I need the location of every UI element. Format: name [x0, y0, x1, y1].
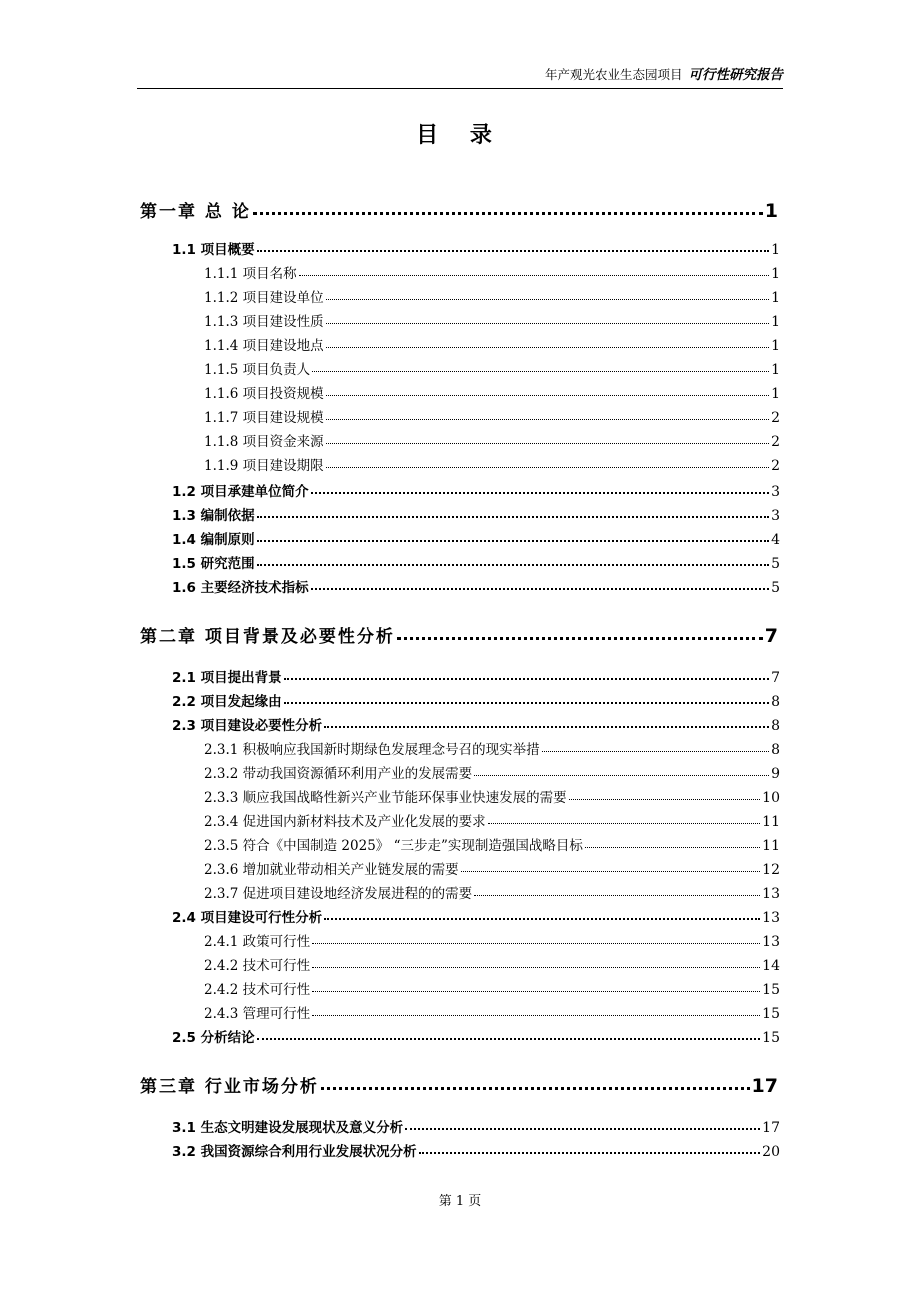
toc-entry-label: 2.3.7 促进项目建设地经济发展进程的的需要: [204, 886, 473, 902]
toc-entry-page: 17: [762, 1120, 780, 1136]
toc-section-entry[interactable]: [172, 666, 780, 686]
dot-leader: [405, 1128, 760, 1130]
toc-subsection-entry[interactable]: [204, 382, 780, 402]
dot-leader: [312, 991, 760, 992]
toc-entry-page: 1: [771, 386, 780, 402]
dot-leader: [253, 212, 763, 215]
dot-leader: [474, 775, 769, 776]
toc-entry-label: 1.1.5 项目负责人: [204, 362, 311, 378]
dot-leader: [569, 799, 761, 800]
dot-leader: [312, 943, 760, 944]
dot-leader: [326, 299, 769, 300]
toc-entry-page: 2: [771, 434, 780, 450]
toc-section-entry[interactable]: [172, 1026, 780, 1046]
dot-leader: [326, 395, 769, 396]
toc-entry-label: 1.2 项目承建单位简介: [172, 484, 309, 500]
toc-entry-page: 15: [762, 1006, 780, 1022]
toc-entry-label: 第一章 总 论: [140, 202, 251, 222]
toc-entry-page: 8: [771, 718, 780, 734]
dot-leader: [326, 443, 769, 444]
toc-entry-page: 11: [762, 838, 780, 854]
toc-entry-label: 2.5 分析结论: [172, 1030, 255, 1046]
toc-entry-page: 1: [771, 290, 780, 306]
dot-leader: [257, 1038, 761, 1040]
toc-entry-page: 1: [771, 314, 780, 330]
dot-leader: [397, 637, 763, 640]
dot-leader: [257, 540, 769, 542]
toc-entry-page: 5: [771, 580, 780, 596]
dot-leader: [257, 564, 769, 566]
toc-entry-label: 1.1.8 项目资金来源: [204, 434, 324, 450]
toc-entry-page: 8: [771, 742, 780, 758]
toc-entry-label: 1.1.6 项目投资规模: [204, 386, 324, 402]
dot-leader: [311, 588, 769, 590]
toc-entry-label: 2.4.2 技术可行性: [204, 958, 311, 974]
dot-leader: [299, 275, 769, 276]
toc-entry-page: 9: [771, 766, 780, 782]
toc-entry-page: 13: [762, 886, 780, 902]
dot-leader: [257, 250, 769, 252]
toc-entry-page: 1: [771, 242, 780, 258]
toc-subsection-entry[interactable]: [204, 406, 780, 426]
toc-entry-page: 14: [762, 958, 780, 974]
toc-subsection-entry[interactable]: [204, 430, 780, 450]
toc-entry-page: 1: [771, 362, 780, 378]
toc-section-entry[interactable]: [172, 528, 780, 548]
dot-leader: [326, 323, 769, 324]
toc-entry-label: 1.5 研究范围: [172, 556, 255, 572]
dot-leader: [321, 1087, 750, 1090]
toc-entry-page: 2: [771, 410, 780, 426]
dot-leader: [324, 918, 760, 920]
dot-leader: [257, 516, 769, 518]
toc-entry-label: 第三章 行业市场分析: [140, 1077, 319, 1097]
toc-entry-page: 1: [764, 200, 778, 222]
toc-entry-label: 3.1 生态文明建设发展现状及意义分析: [172, 1120, 404, 1136]
toc-section-entry[interactable]: [172, 576, 780, 596]
dot-leader: [326, 419, 769, 420]
toc-subsection-entry[interactable]: [204, 310, 780, 330]
toc-entry-page: 10: [762, 790, 780, 806]
dot-leader: [474, 895, 760, 896]
toc-entry-page: 3: [771, 508, 780, 524]
toc-entry-label: 1.4 编制原则: [172, 532, 255, 548]
toc-section-entry[interactable]: [172, 238, 780, 258]
toc-entry-label: 1.1.9 项目建设期限: [204, 458, 324, 474]
toc-entry-label: 1.1.4 项目建设地点: [204, 338, 324, 354]
toc-entry-label: 1.1.1 项目名称: [204, 266, 297, 282]
toc-entry-label: 2.3.1 积极响应我国新时期绿色发展理念号召的现实举措: [204, 742, 540, 758]
toc-entry-page: 1: [771, 338, 780, 354]
toc-section-entry[interactable]: [172, 690, 780, 710]
toc-entry-label: 2.1 项目提出背景: [172, 670, 282, 686]
toc-entry-label: 2.4.1 政策可行性: [204, 934, 311, 950]
toc-entry-page: 17: [751, 1075, 778, 1097]
dot-leader: [284, 702, 769, 704]
toc-subsection-entry[interactable]: [204, 1002, 780, 1022]
toc-entry-page: 1: [771, 266, 780, 282]
toc-entry-label: 2.4.3 管理可行性: [204, 1006, 311, 1022]
toc-chapter-entry[interactable]: [140, 1072, 778, 1097]
toc-subsection-entry[interactable]: [204, 810, 780, 830]
toc-subsection-entry[interactable]: [204, 334, 780, 354]
header-project-name: 年产观光农业生态园项目: [544, 67, 683, 82]
toc-entry-label: 1.6 主要经济技术指标: [172, 580, 309, 596]
toc-entry-label: 1.1 项目概要: [172, 242, 255, 258]
dot-leader: [542, 751, 769, 752]
page-number: 第 1 页: [438, 1194, 482, 1209]
toc-entry-label: 1.1.2 项目建设单位: [204, 290, 324, 306]
dot-leader: [312, 1015, 760, 1016]
dot-leader: [324, 726, 769, 728]
toc-subsection-entry[interactable]: [204, 454, 780, 474]
toc-section-entry[interactable]: [172, 504, 780, 524]
toc-section-entry[interactable]: [172, 480, 780, 500]
dot-leader: [488, 823, 761, 824]
toc-subsection-entry[interactable]: [204, 978, 780, 998]
toc-subsection-entry[interactable]: [204, 882, 780, 902]
dot-leader: [326, 347, 769, 348]
header-document-type: 可行性研究报告: [688, 67, 783, 83]
toc-entry-page: 13: [762, 934, 780, 950]
toc-entry-label: 2.3.3 顺应我国战略性新兴产业节能环保事业快速发展的需要: [204, 790, 567, 806]
toc-section-entry[interactable]: [172, 906, 780, 926]
toc-entry-label: 1.3 编制依据: [172, 508, 255, 524]
toc-entry-page: 15: [762, 982, 780, 998]
dot-leader: [461, 871, 761, 872]
toc-entry-page: 20: [762, 1144, 780, 1160]
dot-leader: [312, 371, 769, 372]
toc-entry-label: 2.3.4 促进国内新材料技术及产业化发展的要求: [204, 814, 486, 830]
toc-entry-page: 15: [762, 1030, 780, 1046]
toc-section-entry[interactable]: [172, 1116, 780, 1136]
toc-section-entry[interactable]: [172, 714, 780, 734]
toc-entry-page: 2: [771, 458, 780, 474]
dot-leader: [326, 467, 769, 468]
toc-entry-label: 2.4.2 技术可行性: [204, 982, 311, 998]
toc-section-entry[interactable]: [172, 1140, 780, 1160]
toc-entry-page: 13: [762, 910, 780, 926]
dot-leader: [419, 1152, 761, 1154]
toc-entry-label: 3.2 我国资源综合利用行业发展状况分析: [172, 1144, 417, 1160]
toc-entry-page: 7: [764, 625, 778, 647]
toc-subsection-entry[interactable]: [204, 954, 780, 974]
toc-subsection-entry[interactable]: [204, 358, 780, 378]
toc-subsection-entry[interactable]: [204, 262, 780, 282]
toc-entry-page: 8: [771, 694, 780, 710]
toc-chapter-entry[interactable]: [140, 622, 778, 647]
dot-leader: [585, 847, 760, 848]
toc-entry-label: 2.3.2 带动我国资源循环利用产业的发展需要: [204, 766, 473, 782]
dot-leader: [284, 678, 769, 680]
toc-entry-page: 4: [771, 532, 780, 548]
toc-subsection-entry[interactable]: [204, 762, 780, 782]
toc-entry-page: 3: [771, 484, 780, 500]
toc-entry-page: 5: [771, 556, 780, 572]
dot-leader: [311, 492, 769, 494]
toc-entry-page: 12: [762, 862, 780, 878]
toc-entry-label: 2.3 项目建设必要性分析: [172, 718, 323, 734]
toc-entry-label: 2.3.5 符合《中国制造 2025》 “三步走”实现制造强国战略目标: [204, 838, 583, 854]
toc-entry-page: 11: [762, 814, 780, 830]
toc-entry-label: 2.4 项目建设可行性分析: [172, 910, 323, 926]
toc-entry-label: 1.1.3 项目建设性质: [204, 314, 324, 330]
toc-entry-page: 7: [771, 670, 780, 686]
toc-subsection-entry[interactable]: [204, 286, 780, 306]
toc-entry-label: 第二章 项目背景及必要性分析: [140, 627, 395, 647]
toc-subsection-entry[interactable]: [204, 858, 780, 878]
toc-entry-label: 2.3.6 增加就业带动相关产业链发展的需要: [204, 862, 459, 878]
toc-section-entry[interactable]: [172, 552, 780, 572]
toc-subsection-entry[interactable]: [204, 786, 780, 806]
dot-leader: [312, 967, 760, 968]
page-title: 目 录: [416, 123, 504, 148]
toc-subsection-entry[interactable]: [204, 930, 780, 950]
toc-subsection-entry[interactable]: [204, 834, 780, 854]
toc-entry-label: 2.2 项目发起缘由: [172, 694, 282, 710]
toc-chapter-entry[interactable]: [140, 197, 778, 222]
toc-subsection-entry[interactable]: [204, 738, 780, 758]
toc-entry-label: 1.1.7 项目建设规模: [204, 410, 324, 426]
